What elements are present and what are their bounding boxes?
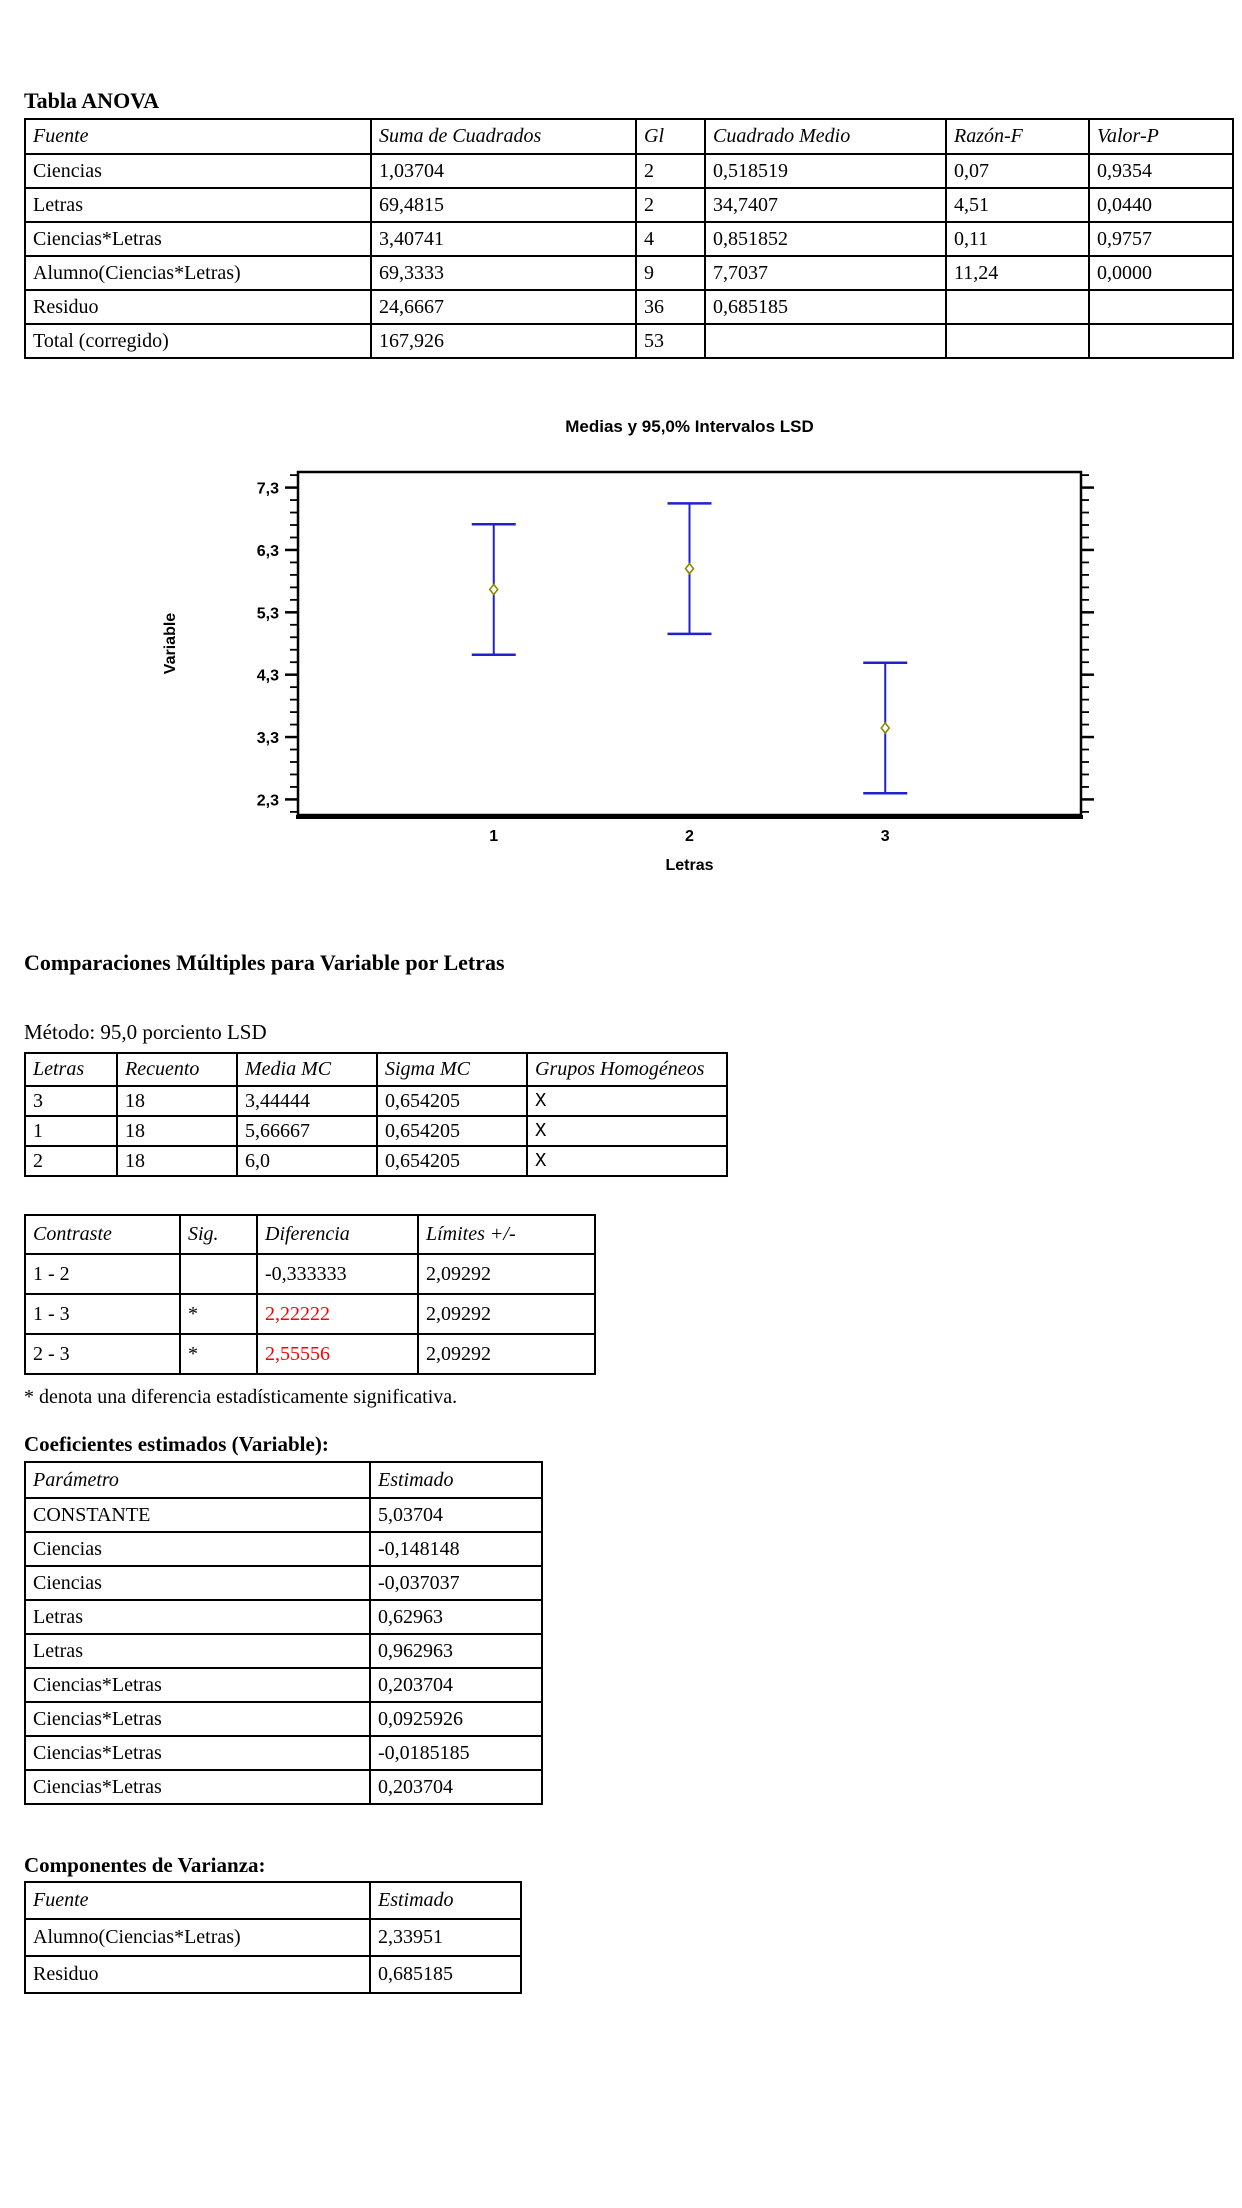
y-tick-label: 7,3 [256, 480, 279, 498]
table-cell: 4 [636, 222, 705, 256]
table-header-cell: Parámetro [25, 1462, 370, 1498]
table-header-cell: Letras [25, 1053, 117, 1086]
table-header-cell: Fuente [25, 119, 371, 154]
homogeneous-groups-table [24, 1052, 728, 1177]
table-row [25, 154, 1233, 188]
table-cell: Total (corregido) [25, 324, 371, 358]
table-cell: X [527, 1146, 727, 1176]
table-cell: Ciencias*Letras [25, 1736, 370, 1770]
table-cell: Letras [25, 188, 371, 222]
table-cell: Letras [25, 1634, 370, 1668]
table-row [25, 1919, 521, 1956]
table-header-cell: Diferencia [257, 1215, 418, 1254]
table-header-cell: Estimado [370, 1882, 521, 1919]
x-category-label: 3 [880, 828, 890, 845]
variance-table [24, 1881, 522, 1994]
table-cell: 1 - 3 [25, 1294, 180, 1334]
table-cell: 4,51 [946, 188, 1089, 222]
table-cell: 0,851852 [705, 222, 946, 256]
table-row [25, 222, 1233, 256]
table-cell: CONSTANTE [25, 1498, 370, 1532]
table-header-cell: Límites +/- [418, 1215, 595, 1254]
table-cell: 7,7037 [705, 256, 946, 290]
table-cell: 69,4815 [371, 188, 636, 222]
table-cell: Ciencias [25, 1566, 370, 1600]
table-cell: Ciencias*Letras [25, 1702, 370, 1736]
anova-table [24, 118, 1234, 359]
table-row [25, 1668, 542, 1702]
mean-marker [490, 584, 498, 594]
table-row [25, 1566, 542, 1600]
y-tick-label: 4,3 [256, 667, 279, 685]
table-cell: 2 - 3 [25, 1334, 180, 1374]
table-header-row [25, 1462, 542, 1498]
table-row [25, 1146, 727, 1176]
table-cell: 2,33951 [370, 1919, 521, 1956]
table-cell: 1 [25, 1116, 117, 1146]
table-cell: 0,518519 [705, 154, 946, 188]
table-row [25, 1956, 521, 1993]
table-cell: 0,685185 [705, 290, 946, 324]
table-cell [1089, 290, 1233, 324]
table-cell: 2 [25, 1146, 117, 1176]
table-cell: 6,0 [237, 1146, 377, 1176]
table-cell: 0,685185 [370, 1956, 521, 1993]
mean-marker [881, 723, 889, 733]
table-row [25, 1770, 542, 1804]
y-tick-label: 5,3 [256, 605, 279, 623]
table-row [25, 1334, 595, 1374]
table-header-cell: Sigma MC [377, 1053, 527, 1086]
table-row [25, 1086, 727, 1116]
table-cell: 0,203704 [370, 1668, 542, 1702]
table-cell: 3,44444 [237, 1086, 377, 1116]
table-cell: Ciencias [25, 154, 371, 188]
table-cell: 9 [636, 256, 705, 290]
table-cell: 3 [25, 1086, 117, 1116]
table-cell [1089, 324, 1233, 358]
table-cell: 69,3333 [371, 256, 636, 290]
table-cell: X [527, 1116, 727, 1146]
table-cell: 0,962963 [370, 1634, 542, 1668]
table-cell: 0,9354 [1089, 154, 1233, 188]
table-header-row [25, 1882, 521, 1919]
table-row [25, 1116, 727, 1146]
table-cell: -0,148148 [370, 1532, 542, 1566]
table-header-cell: Razón-F [946, 119, 1089, 154]
table-header-cell: Fuente [25, 1882, 370, 1919]
y-tick-label: 3,3 [256, 730, 279, 748]
table-cell: Letras [25, 1600, 370, 1634]
coefficients-heading: Coeficientes estimados (Variable): [24, 1432, 329, 1456]
table-header-cell: Media MC [237, 1053, 377, 1086]
table-cell: Alumno(Ciencias*Letras) [25, 256, 371, 290]
table-cell: 0,203704 [370, 1770, 542, 1804]
table-cell: 2 [636, 188, 705, 222]
table-cell: Alumno(Ciencias*Letras) [25, 1919, 370, 1956]
table-row [25, 1736, 542, 1770]
table-cell: X [527, 1086, 727, 1116]
x-axis-label: Letras [665, 857, 714, 874]
table-header-cell: Sig. [180, 1215, 257, 1254]
table-cell: Ciencias [25, 1532, 370, 1566]
chart-title: Medias y 95,0% Intervalos LSD [565, 417, 814, 436]
contrasts-table [24, 1214, 596, 1375]
table-cell: Ciencias*Letras [25, 1770, 370, 1804]
x-category-label: 1 [489, 828, 499, 845]
table-cell [180, 1254, 257, 1294]
table-header-cell: Gl [636, 119, 705, 154]
means-chart [150, 398, 1100, 898]
anova-heading: Tabla ANOVA [24, 88, 160, 113]
method-line: Método: 95,0 porciento LSD [24, 1020, 267, 1044]
table-cell: 0,9757 [1089, 222, 1233, 256]
table-header-cell: Suma de Cuadrados [371, 119, 636, 154]
table-cell: Residuo [25, 290, 371, 324]
coefficients-table [24, 1461, 543, 1805]
table-row [25, 290, 1233, 324]
table-cell: 0,62963 [370, 1600, 542, 1634]
table-row [25, 1532, 542, 1566]
comparisons-heading: Comparaciones Múltiples para Variable por Letras [24, 950, 505, 975]
table-header-cell: Grupos Homogéneos [527, 1053, 727, 1086]
table-cell: 0,654205 [377, 1146, 527, 1176]
table-cell: 167,926 [371, 324, 636, 358]
table-row [25, 1634, 542, 1668]
table-header-row [25, 1215, 595, 1254]
table-cell: 2,09292 [418, 1334, 595, 1374]
table-cell: -0,0185185 [370, 1736, 542, 1770]
table-row [25, 1254, 595, 1294]
table-cell: 0,0925926 [370, 1702, 542, 1736]
table-cell: 34,7407 [705, 188, 946, 222]
table-cell: 3,40741 [371, 222, 636, 256]
table-row [25, 1294, 595, 1334]
table-cell: 11,24 [946, 256, 1089, 290]
table-header-row [25, 1053, 727, 1086]
table-cell: 1 - 2 [25, 1254, 180, 1294]
y-tick-label: 2,3 [256, 792, 279, 810]
table-header-cell: Valor-P [1089, 119, 1233, 154]
table-row [25, 1498, 542, 1532]
table-row [25, 1702, 542, 1736]
table-header-cell: Contraste [25, 1215, 180, 1254]
table-cell: * [180, 1294, 257, 1334]
table-cell: 18 [117, 1116, 237, 1146]
table-cell: 5,66667 [237, 1116, 377, 1146]
table-cell: 2,55556 [257, 1334, 418, 1374]
table-cell [946, 324, 1089, 358]
table-cell [946, 290, 1089, 324]
table-cell: 0,654205 [377, 1116, 527, 1146]
table-cell: 2 [636, 154, 705, 188]
table-cell [705, 324, 946, 358]
table-cell: 1,03704 [371, 154, 636, 188]
table-cell: 0,654205 [377, 1086, 527, 1116]
table-cell: * [180, 1334, 257, 1374]
table-cell: 0,11 [946, 222, 1089, 256]
table-cell: 18 [117, 1086, 237, 1116]
table-cell: 0,0440 [1089, 188, 1233, 222]
means-chart-svg [150, 398, 1100, 898]
table-row [25, 256, 1233, 290]
table-cell: 2,09292 [418, 1254, 595, 1294]
y-axis-label: Variable [162, 612, 179, 675]
table-cell: -0,333333 [257, 1254, 418, 1294]
table-cell: Ciencias*Letras [25, 1668, 370, 1702]
table-row [25, 1600, 542, 1634]
table-cell: -0,037037 [370, 1566, 542, 1600]
mean-marker [686, 564, 694, 574]
table-row [25, 324, 1233, 358]
table-cell: Residuo [25, 1956, 370, 1993]
table-header-cell: Estimado [370, 1462, 542, 1498]
table-cell: 36 [636, 290, 705, 324]
table-cell: 5,03704 [370, 1498, 542, 1532]
y-tick-label: 6,3 [256, 542, 279, 560]
table-cell: 0,0000 [1089, 256, 1233, 290]
table-header-row [25, 119, 1233, 154]
table-cell: 18 [117, 1146, 237, 1176]
table-cell: Ciencias*Letras [25, 222, 371, 256]
table-cell: 0,07 [946, 154, 1089, 188]
significance-footnote: * denota una diferencia estadísticamente significativa. [24, 1386, 458, 1408]
variance-heading: Componentes de Varianza: [24, 1853, 266, 1877]
table-cell: 53 [636, 324, 705, 358]
table-cell: 2,09292 [418, 1294, 595, 1334]
table-cell: 2,22222 [257, 1294, 418, 1334]
table-cell: 24,6667 [371, 290, 636, 324]
table-row [25, 188, 1233, 222]
x-category-label: 2 [685, 828, 694, 845]
table-header-cell: Recuento [117, 1053, 237, 1086]
table-header-cell: Cuadrado Medio [705, 119, 946, 154]
